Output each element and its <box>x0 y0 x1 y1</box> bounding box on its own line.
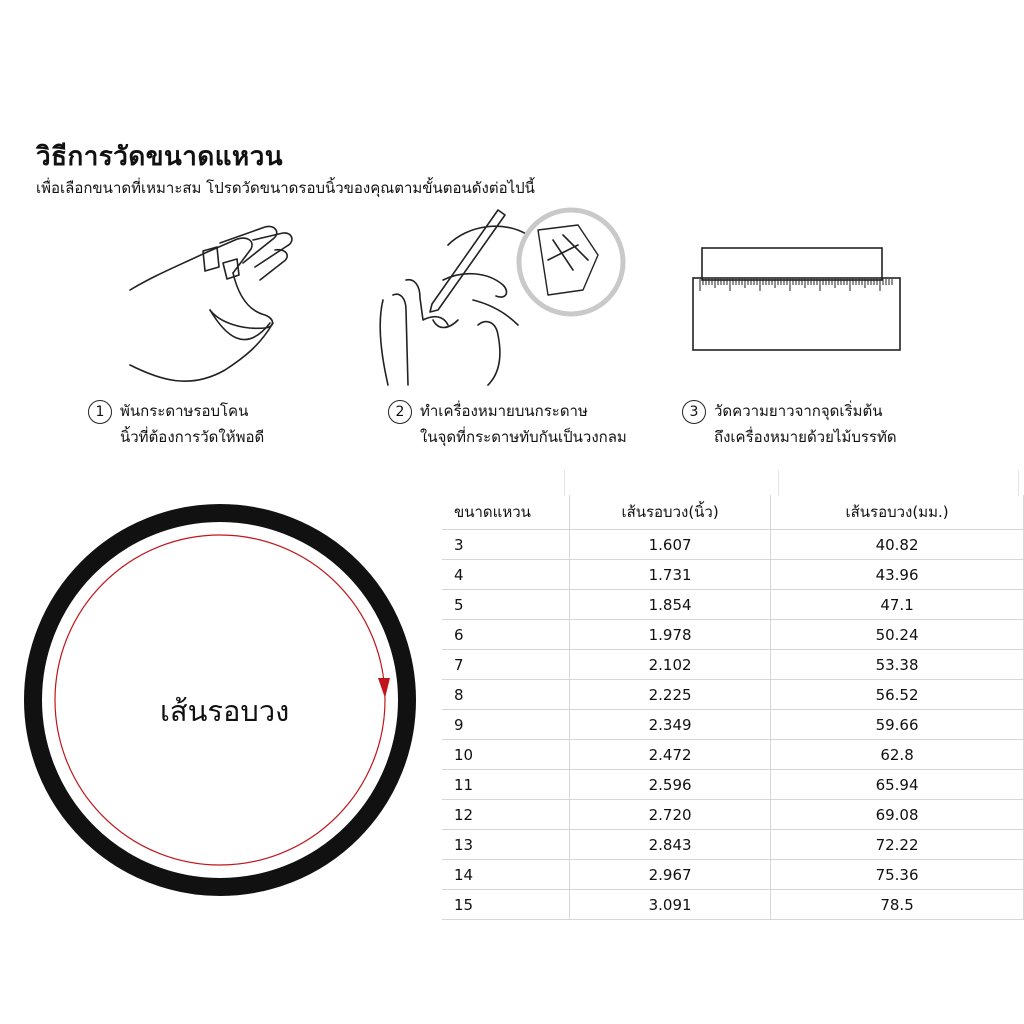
table-header-row <box>442 495 1024 530</box>
cell-circumference-inch: 1.978 <box>570 620 771 650</box>
header-circumference-inch: เส้นรอบวง(นิ้ว) <box>570 495 771 530</box>
cell-circumference-mm: 50.24 <box>771 620 1024 650</box>
hand-wrap-paper-icon <box>125 215 300 395</box>
table-row <box>442 800 1024 830</box>
circumference-label: เส้นรอบวง <box>160 694 290 728</box>
header-circumference-mm: เส้นรอบวง(มม.) <box>771 495 1024 530</box>
table-row <box>442 740 1024 770</box>
cell-circumference-inch: 1.854 <box>570 590 771 620</box>
step-text-line1: พันกระดาษรอบโคน <box>120 402 249 420</box>
page-title: วิธีการวัดขนาดแหวน <box>36 142 284 172</box>
cell-circumference-mm: 65.94 <box>771 770 1024 800</box>
step-text-line2: นิ้วที่ต้องการวัดให้พอดี <box>120 428 265 446</box>
table-row <box>442 650 1024 680</box>
step-number: 3 <box>682 400 706 424</box>
step-text-line2: ถึงเครื่องหมายด้วยไม้บรรทัด <box>714 428 897 446</box>
cell-circumference-inch: 1.731 <box>570 560 771 590</box>
cell-circumference-mm: 62.8 <box>771 740 1024 770</box>
cell-ring-size: 6 <box>442 620 570 650</box>
table-row <box>442 770 1024 800</box>
table-row <box>442 680 1024 710</box>
cell-circumference-mm: 72.22 <box>771 830 1024 860</box>
step-number: 2 <box>388 400 412 424</box>
cell-circumference-inch: 2.225 <box>570 680 771 710</box>
cell-circumference-mm: 75.36 <box>771 860 1024 890</box>
arrow-head-icon <box>378 678 390 698</box>
cell-circumference-inch: 2.102 <box>570 650 771 680</box>
cell-ring-size: 8 <box>442 680 570 710</box>
step-text-line1: ทำเครื่องหมายบนกระดาษ <box>420 402 588 420</box>
cell-ring-size: 7 <box>442 650 570 680</box>
cell-circumference-mm: 78.5 <box>771 890 1024 920</box>
cell-circumference-inch: 3.091 <box>570 890 771 920</box>
cell-circumference-mm: 47.1 <box>771 590 1024 620</box>
cell-circumference-mm: 59.66 <box>771 710 1024 740</box>
ring-size-table <box>442 495 1024 920</box>
cell-ring-size: 15 <box>442 890 570 920</box>
table-row <box>442 890 1024 920</box>
cell-ring-size: 13 <box>442 830 570 860</box>
cell-ring-size: 12 <box>442 800 570 830</box>
cell-ring-size: 10 <box>442 740 570 770</box>
cell-ring-size: 3 <box>442 530 570 560</box>
cell-circumference-inch: 2.596 <box>570 770 771 800</box>
table-row <box>442 530 1024 560</box>
page-subtitle: เพื่อเลือกขนาดที่เหมาะสม โปรดวัดขนาดรอบนิ้วของคุณตามขั้นตอนดังต่อไปนี้ <box>36 179 535 197</box>
cell-ring-size: 5 <box>442 590 570 620</box>
cell-circumference-inch: 2.967 <box>570 860 771 890</box>
step-text-line1: วัดความยาวจากจุดเริ่มต้น <box>714 402 883 420</box>
step-text-line2: ในจุดที่กระดาษทับกันเป็นวงกลม <box>420 428 627 446</box>
table-row <box>442 590 1024 620</box>
cell-circumference-mm: 53.38 <box>771 650 1024 680</box>
cell-ring-size: 9 <box>442 710 570 740</box>
table-row <box>442 860 1024 890</box>
cell-circumference-mm: 40.82 <box>771 530 1024 560</box>
header-ring-size: ขนาดแหวน <box>442 495 570 530</box>
cell-circumference-inch: 2.349 <box>570 710 771 740</box>
cell-circumference-inch: 2.472 <box>570 740 771 770</box>
cell-ring-size: 11 <box>442 770 570 800</box>
cell-circumference-inch: 2.720 <box>570 800 771 830</box>
step-number: 1 <box>88 400 112 424</box>
cell-ring-size: 14 <box>442 860 570 890</box>
cell-ring-size: 4 <box>442 560 570 590</box>
cell-circumference-inch: 1.607 <box>570 530 771 560</box>
mark-paper-pen-icon <box>378 200 638 390</box>
table-row <box>442 710 1024 740</box>
cell-circumference-mm: 56.52 <box>771 680 1024 710</box>
table-row <box>442 830 1024 860</box>
cell-circumference-inch: 2.843 <box>570 830 771 860</box>
table-row <box>442 620 1024 650</box>
table-row <box>442 560 1024 590</box>
cell-circumference-mm: 69.08 <box>771 800 1024 830</box>
cell-circumference-mm: 43.96 <box>771 560 1024 590</box>
ruler-icon <box>690 245 904 355</box>
